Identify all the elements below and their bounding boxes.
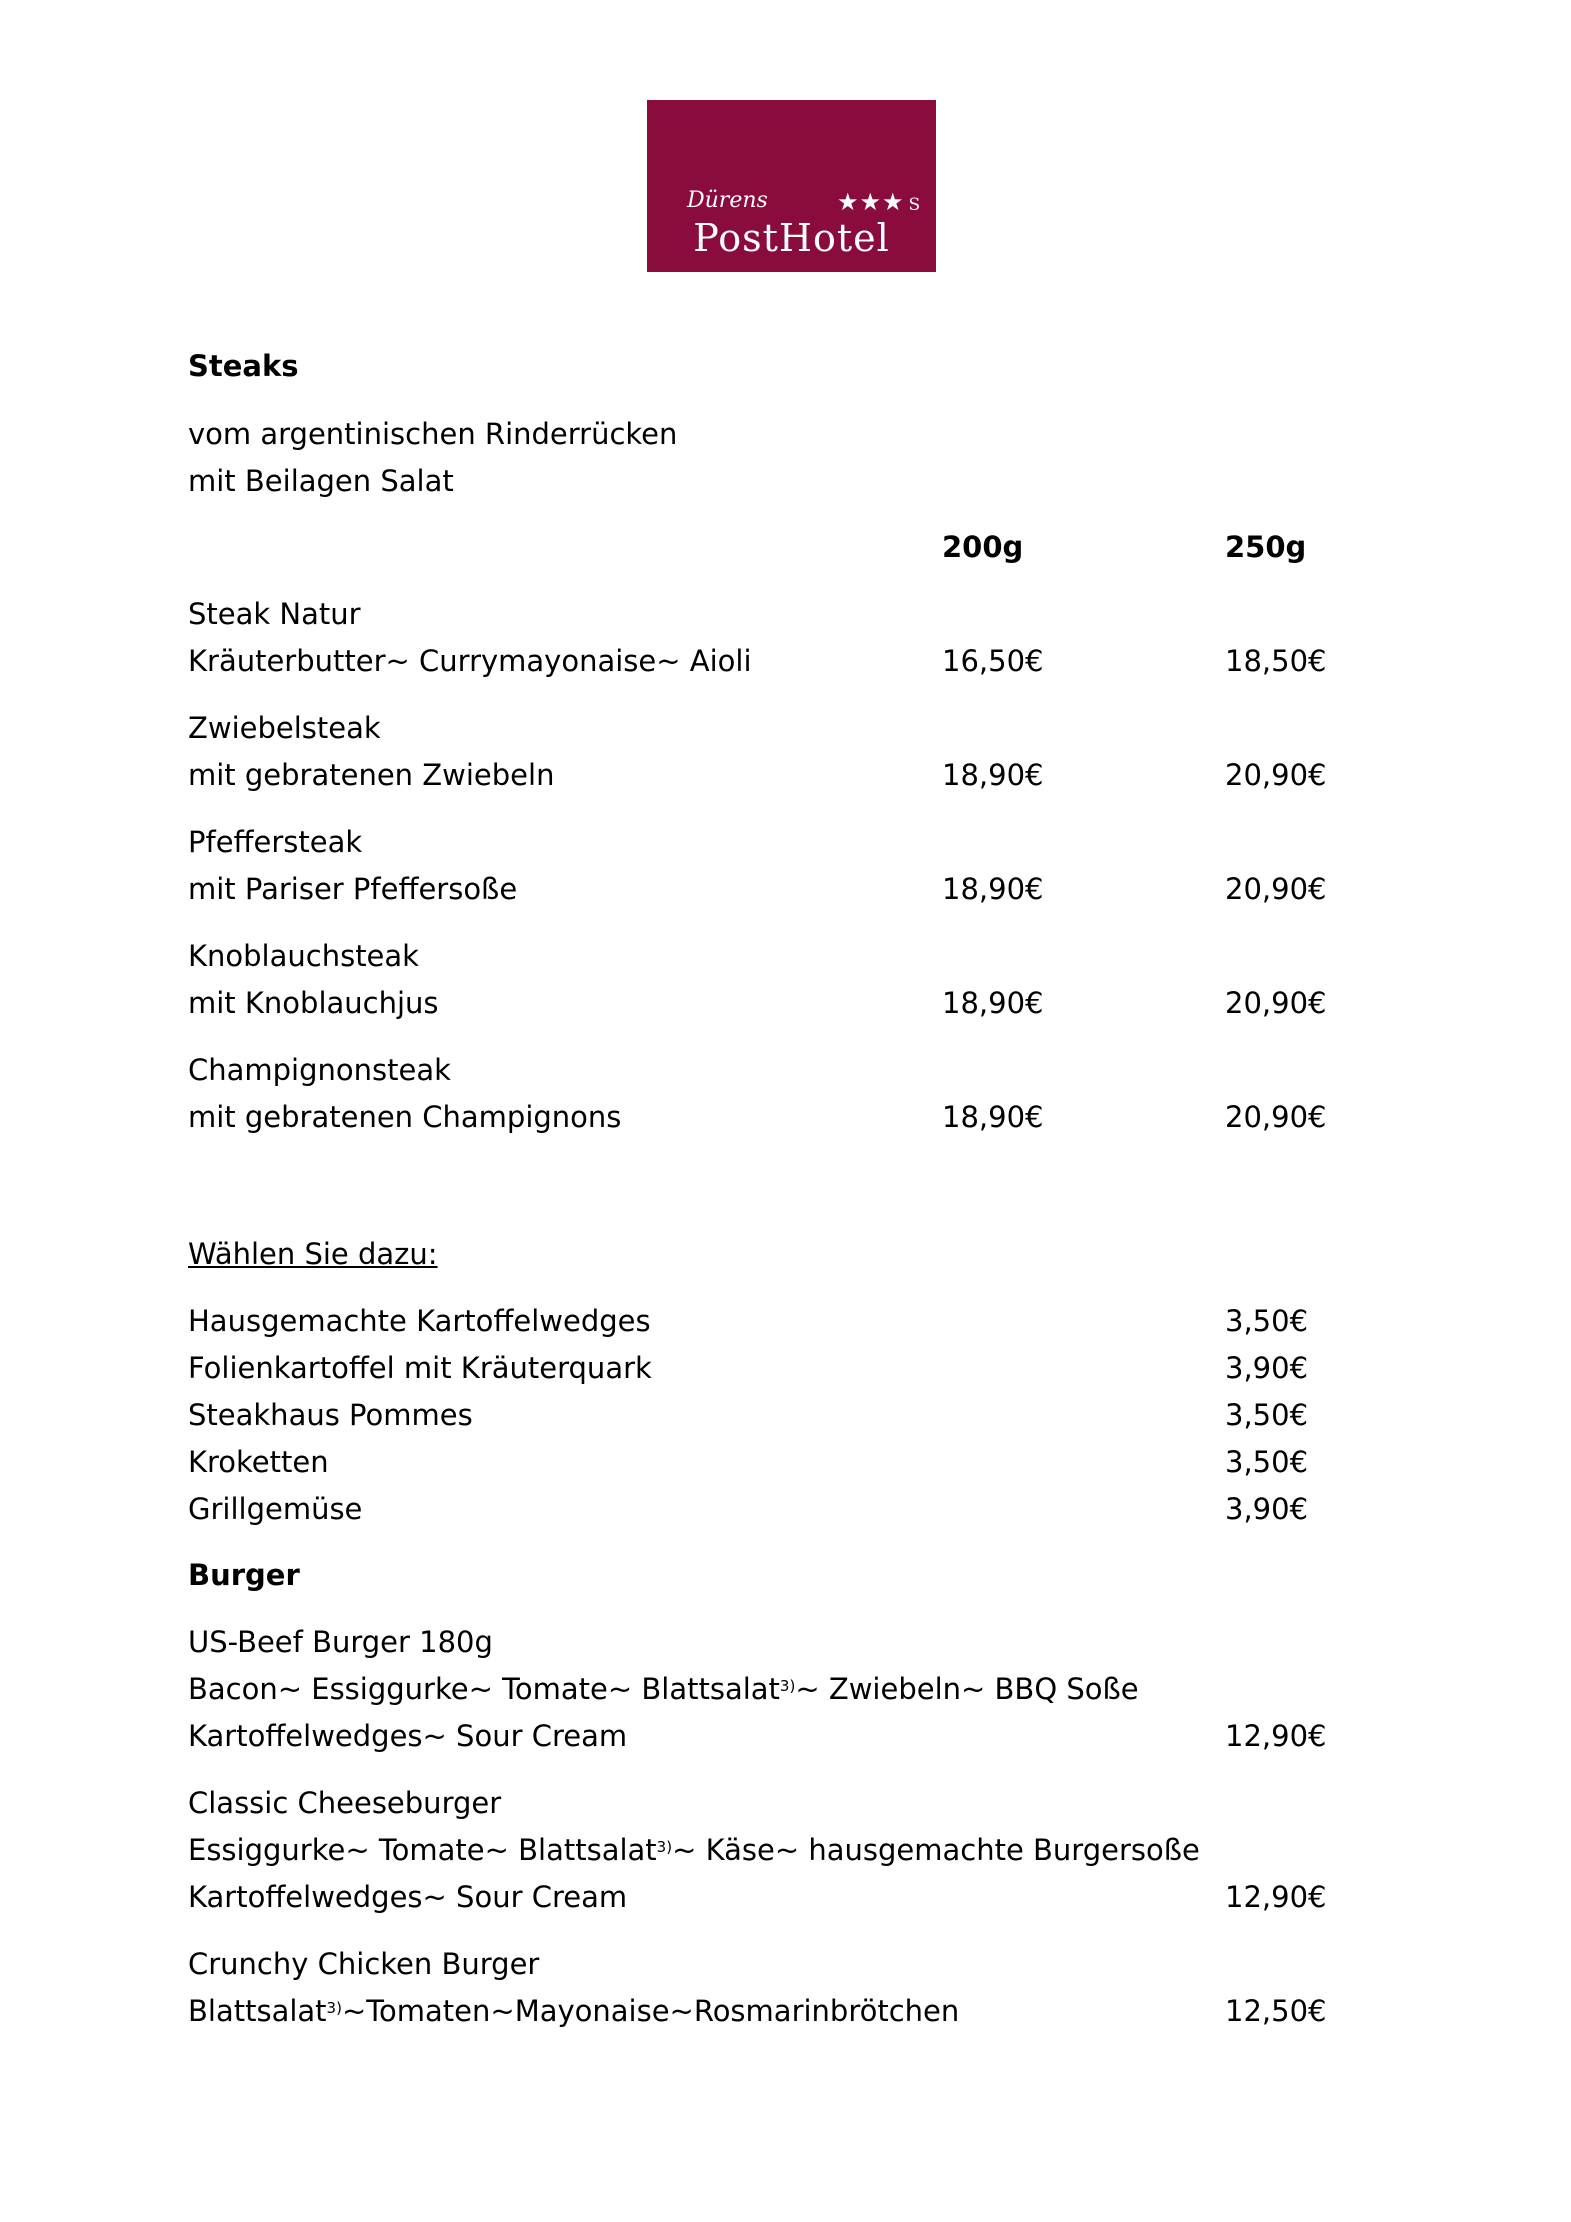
allergen-footnote: 3) (326, 1999, 342, 2017)
side-item-name: Grillgemüse (188, 1492, 363, 1526)
steak-price-200g: 18,90€ (942, 986, 1044, 1020)
side-item-price: 3,50€ (1225, 1398, 1309, 1432)
burger-item-price: 12,90€ (1225, 1719, 1327, 1753)
steak-price-200g: 16,50€ (942, 644, 1044, 678)
steak-item-desc: mit Knoblauchjus (188, 986, 439, 1020)
burger-item-price: 12,50€ (1225, 1994, 1327, 2028)
side-item-name: Folienkartoffel mit Kräuterquark (188, 1351, 652, 1385)
burger-item-ingredients: Blattsalat$^{3)}$~Tomaten~Mayonaise~Rosmarinbrötchen (188, 1994, 960, 2028)
burger-item-name: US-Beef Burger 180g (188, 1625, 493, 1659)
burger-item-name: Classic Cheeseburger (188, 1786, 502, 1820)
steaks-intro-2: mit Beilagen Salat (188, 464, 454, 498)
burger-heading: Burger (188, 1558, 300, 1592)
steak-item-name: Zwiebelsteak (188, 711, 381, 745)
steak-price-200g: 18,90€ (942, 872, 1044, 906)
burger-item-sides: Kartoffelwedges~ Sour Cream (188, 1719, 628, 1753)
logo-small-text: Dürens (687, 188, 768, 213)
steak-item-desc: Kräuterbutter~ Currymayonaise~ Aioli (188, 644, 752, 678)
steak-item-desc: mit gebratenen Champignons (188, 1100, 622, 1134)
logo-name: PostHotel (693, 216, 890, 260)
steak-price-250g: 18,50€ (1225, 644, 1327, 678)
steak-item-desc: mit Pariser Pfeffersoße (188, 872, 518, 906)
side-item-price: 3,50€ (1225, 1445, 1309, 1479)
hotel-logo (647, 100, 936, 272)
steak-price-200g: 18,90€ (942, 758, 1044, 792)
burger-item-price: 12,90€ (1225, 1880, 1327, 1914)
steak-price-250g: 20,90€ (1225, 986, 1327, 1020)
burger-item-name: Crunchy Chicken Burger (188, 1947, 540, 1981)
side-item-name: Kroketten (188, 1445, 329, 1479)
steak-item-name: Champignonsteak (188, 1053, 451, 1087)
steak-item-name: Knoblauchsteak (188, 939, 419, 973)
burger-item-sides: Kartoffelwedges~ Sour Cream (188, 1880, 628, 1914)
side-item-price: 3,90€ (1225, 1351, 1309, 1385)
sides-heading: Wählen Sie dazu: (188, 1237, 438, 1271)
size-header-250g: 250g (1225, 530, 1307, 564)
steak-item-name: Pfeffersteak (188, 825, 363, 859)
side-item-price: 3,90€ (1225, 1492, 1309, 1526)
steak-price-200g: 18,90€ (942, 1100, 1044, 1134)
allergen-footnote: 3) (779, 1677, 796, 1695)
steak-price-250g: 20,90€ (1225, 1100, 1327, 1134)
steaks-heading: Steaks (188, 349, 299, 383)
side-item-name: Steakhaus Pommes (188, 1398, 473, 1432)
size-header-200g: 200g (942, 530, 1024, 564)
side-item-price: 3,50€ (1225, 1304, 1309, 1338)
steak-item-name: Steak Natur (188, 597, 361, 631)
logo-stars: ★★★ S (837, 188, 922, 216)
steak-price-250g: 20,90€ (1225, 872, 1327, 906)
burger-item-ingredients: Essiggurke~ Tomate~ Blattsalat$^{3)}$~ Käse~ hausgemachte Burgersoße (188, 1833, 1200, 1867)
burger-item-ingredients: Bacon~ Essiggurke~ Tomate~ Blattsalat$^{3)}$~ Zwiebeln~ BBQ Soße (188, 1672, 1139, 1706)
side-item-name: Hausgemachte Kartoffelwedges (188, 1304, 651, 1338)
steak-price-250g: 20,90€ (1225, 758, 1327, 792)
allergen-footnote: 3) (656, 1838, 673, 1856)
steak-item-desc: mit gebratenen Zwiebeln (188, 758, 555, 792)
steaks-intro-1: vom argentinischen Rinderrücken (188, 417, 678, 451)
